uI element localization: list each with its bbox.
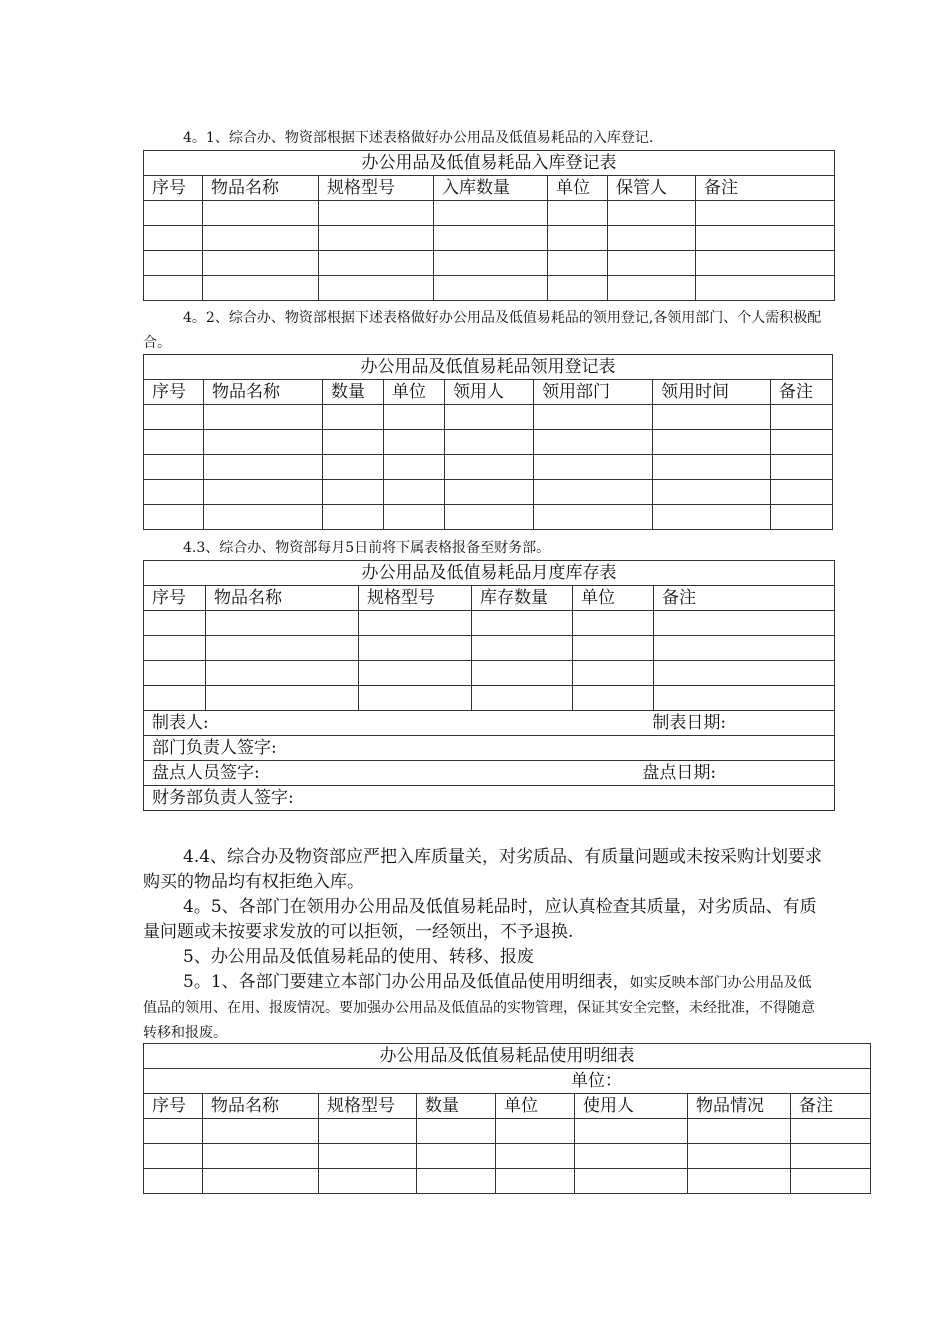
finance-sign-label: 财务部负责人签字: [144, 786, 835, 811]
section-5-heading: 5、办公用品及低值易耗品的使用、转移、报废 [183, 947, 534, 967]
header-row [144, 176, 835, 201]
table-row [144, 480, 833, 505]
col-header: 使用人 [575, 1094, 688, 1119]
col-header: 物品名称 [204, 380, 323, 405]
table-row [144, 661, 835, 686]
col-header: 序号 [144, 586, 206, 611]
sign-row [144, 736, 835, 761]
sign-row [144, 761, 835, 786]
table-row [144, 1169, 871, 1194]
col-header: 单位 [573, 586, 654, 611]
para-4-4: 4.4、综合办及物资部应严把入库质量关，对劣质品、有质量问题或未按采购计划要求购买的物品均有权拒绝入库。 [143, 847, 823, 892]
monthly-inventory-table [143, 560, 835, 811]
table-row [144, 611, 835, 636]
header-row [144, 380, 833, 405]
para-5-1 [143, 970, 823, 1046]
maker-label: 制表人: [152, 713, 209, 733]
para-4-3: 4.3、综合办、物资部每月5日前将下属表格报备至财务部。 [183, 540, 551, 556]
col-header: 备注 [696, 176, 835, 201]
col-header: 规格型号 [359, 586, 472, 611]
sign-row [144, 711, 835, 736]
table-title: 办公用品及低值易耗品领用登记表 [144, 355, 833, 380]
header-row [144, 1094, 871, 1119]
make-date-label: 制表日期: [652, 713, 727, 733]
table-title: 办公用品及低值易耗品月度库存表 [144, 561, 835, 586]
col-header: 保管人 [608, 176, 696, 201]
table-row [144, 1144, 871, 1169]
para-4-2: 4。2、综合办、物资部根据下述表格做好办公用品及低值易耗品的领用登记,各领用部门、个人需积极配合。 [143, 310, 822, 351]
col-header: 库存数量 [472, 586, 573, 611]
table-row [144, 686, 835, 711]
col-header: 单位 [548, 176, 608, 201]
sign-row [144, 786, 835, 811]
col-header: 入库数量 [434, 176, 548, 201]
col-header: 单位 [384, 380, 445, 405]
dept-sign-label: 部门负责人签字: [144, 736, 835, 761]
table-row [144, 505, 833, 530]
table-title: 办公用品及低值易耗品入库登记表 [144, 151, 835, 176]
counter-sign-label: 盘点人员签字: [152, 763, 260, 783]
table-row [144, 455, 833, 480]
usage-detail-table [143, 1043, 871, 1194]
count-date-label: 盘点日期: [642, 763, 717, 783]
requisition-register-table [143, 354, 833, 530]
para-5-1-body: 如实反映本部门办公用品及低值品的领用、在用、报废情况。要加强办公用品及低值品的实物管理，保证其安全完整，未经批准，不得随意转移和报废。 [143, 975, 815, 1041]
table-row [144, 226, 835, 251]
table-title: 办公用品及低值易耗品使用明细表 [144, 1044, 871, 1069]
table-row [144, 1119, 871, 1144]
col-header: 物品名称 [203, 176, 319, 201]
col-header: 序号 [144, 176, 203, 201]
col-header: 序号 [144, 1094, 203, 1119]
unit-label: 单位： [144, 1069, 871, 1094]
col-header: 数量 [417, 1094, 496, 1119]
para-4-5: 4。5、各部门在领用办公用品及低值易耗品时，应认真检查其质量，对劣质品、有质量问题或未按要求发放的可以拒领，一经领出，不予退换. [143, 897, 817, 942]
col-header: 领用部门 [534, 380, 653, 405]
col-header: 备注 [654, 586, 835, 611]
para-4-1: 4。1、综合办、物资部根据下述表格做好办公用品及低值易耗品的入库登记. [183, 130, 654, 146]
table-row [144, 405, 833, 430]
table-row [144, 251, 835, 276]
table-row [144, 276, 835, 301]
col-header: 领用时间 [653, 380, 771, 405]
col-header: 数量 [323, 380, 384, 405]
col-header: 序号 [144, 380, 204, 405]
col-header: 备注 [771, 380, 833, 405]
col-header: 备注 [791, 1094, 871, 1119]
col-header: 物品名称 [203, 1094, 319, 1119]
inbound-register-table [143, 150, 835, 301]
header-row [144, 586, 835, 611]
col-header: 领用人 [445, 380, 534, 405]
col-header: 物品情况 [688, 1094, 791, 1119]
table-row [144, 636, 835, 661]
table-row [144, 430, 833, 455]
para-5-1-lead: 5。1、各部门要建立本部门办公用品及低值品使用明细表， [183, 972, 630, 992]
col-header: 规格型号 [319, 1094, 417, 1119]
col-header: 物品名称 [206, 586, 359, 611]
col-header: 规格型号 [319, 176, 434, 201]
col-header: 单位 [496, 1094, 575, 1119]
table-row [144, 201, 835, 226]
